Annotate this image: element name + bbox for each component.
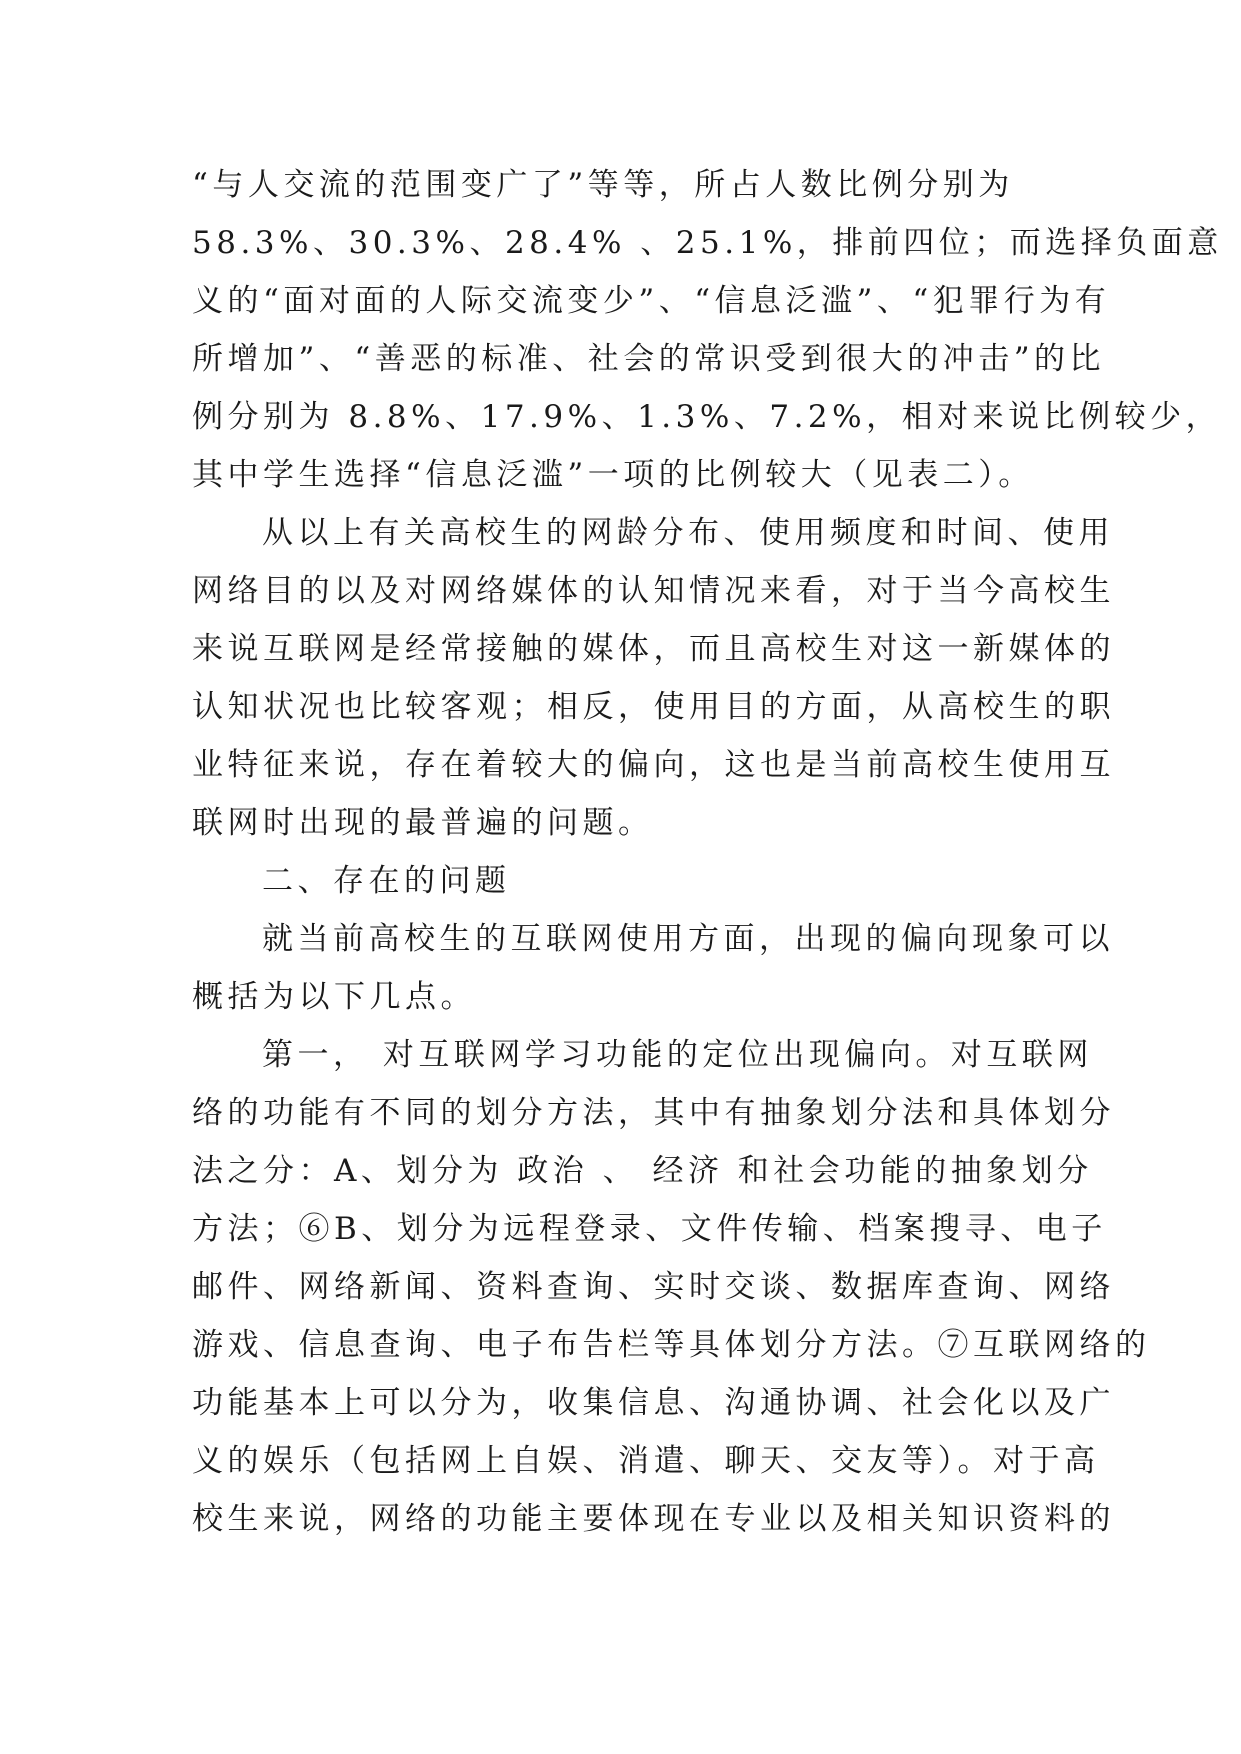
text-line: 络的功能有不同的划分方法，其中有抽象划分法和具体划分 (192, 1095, 1115, 1131)
paragraph-start-line: 就当前高校生的互联网使用方面，出现的偏向现象可以 (262, 921, 1114, 957)
text-line: 方法；⑥B、划分为远程登录、文件传输、档案搜寻、电子 (192, 1211, 1107, 1247)
text-line: 认知状况也比较客观；相反，使用目的方面，从高校生的职 (192, 689, 1115, 725)
text-line: 校生来说，网络的功能主要体现在专业以及相关知识资料的 (192, 1501, 1115, 1537)
text-line: 网络目的以及对网络媒体的认知情况来看，对于当今高校生 (192, 573, 1115, 609)
text-line: 来说互联网是经常接触的媒体，而且高校生对这一新媒体的 (192, 631, 1115, 667)
paragraph-start-line: 从以上有关高校生的网龄分布、使用频度和时间、使用 (262, 515, 1114, 551)
text-line: 所增加”、“善恶的标准、社会的常识受到很大的冲击”的比 (192, 341, 1106, 377)
text-line: 义的“面对面的人际交流变少”、“信息泛滥”、“犯罪行为有 (192, 283, 1111, 319)
section-heading: 二、存在的问题 (262, 863, 511, 899)
text-line: 58.3%、30.3%、28.4% 、25.1%，排前四位；而选择负面意 (192, 225, 1223, 261)
paragraph-start-line: 第一， 对互联网学习功能的定位出现偏向。对互联网 (262, 1037, 1093, 1073)
text-line: 其中学生选择“信息泛滥”一项的比例较大（见表二）。 (192, 457, 1034, 493)
body-text (192, 156, 1223, 1548)
text-line: “与人交流的范围变广了”等等，所占人数比例分别为 (192, 167, 1014, 203)
text-line: 法之分：A、划分为 政治 、 经济 和社会功能的抽象划分 (192, 1153, 1093, 1189)
text-line: 游戏、信息查询、电子布告栏等具体划分方法。⑦互联网络的 (192, 1327, 1151, 1363)
text-line: 功能基本上可以分为，收集信息、沟通协调、社会化以及广 (192, 1385, 1115, 1421)
text-line: 业特征来说，存在着较大的偏向，这也是当前高校生使用互 (192, 747, 1115, 783)
text-line: 例分别为 8.8%、17.9%、1.3%、7.2%，相对来说比例较少， (192, 399, 1222, 435)
text-line: 概括为以下几点。 (192, 979, 476, 1015)
text-line: 义的娱乐（包括网上自娱、消遣、聊天、交友等）。对于高 (192, 1443, 1100, 1479)
text-line: 邮件、网络新闻、资料查询、实时交谈、数据库查询、网络 (192, 1269, 1115, 1305)
text-line: 联网时出现的最普遍的问题。 (192, 805, 654, 841)
